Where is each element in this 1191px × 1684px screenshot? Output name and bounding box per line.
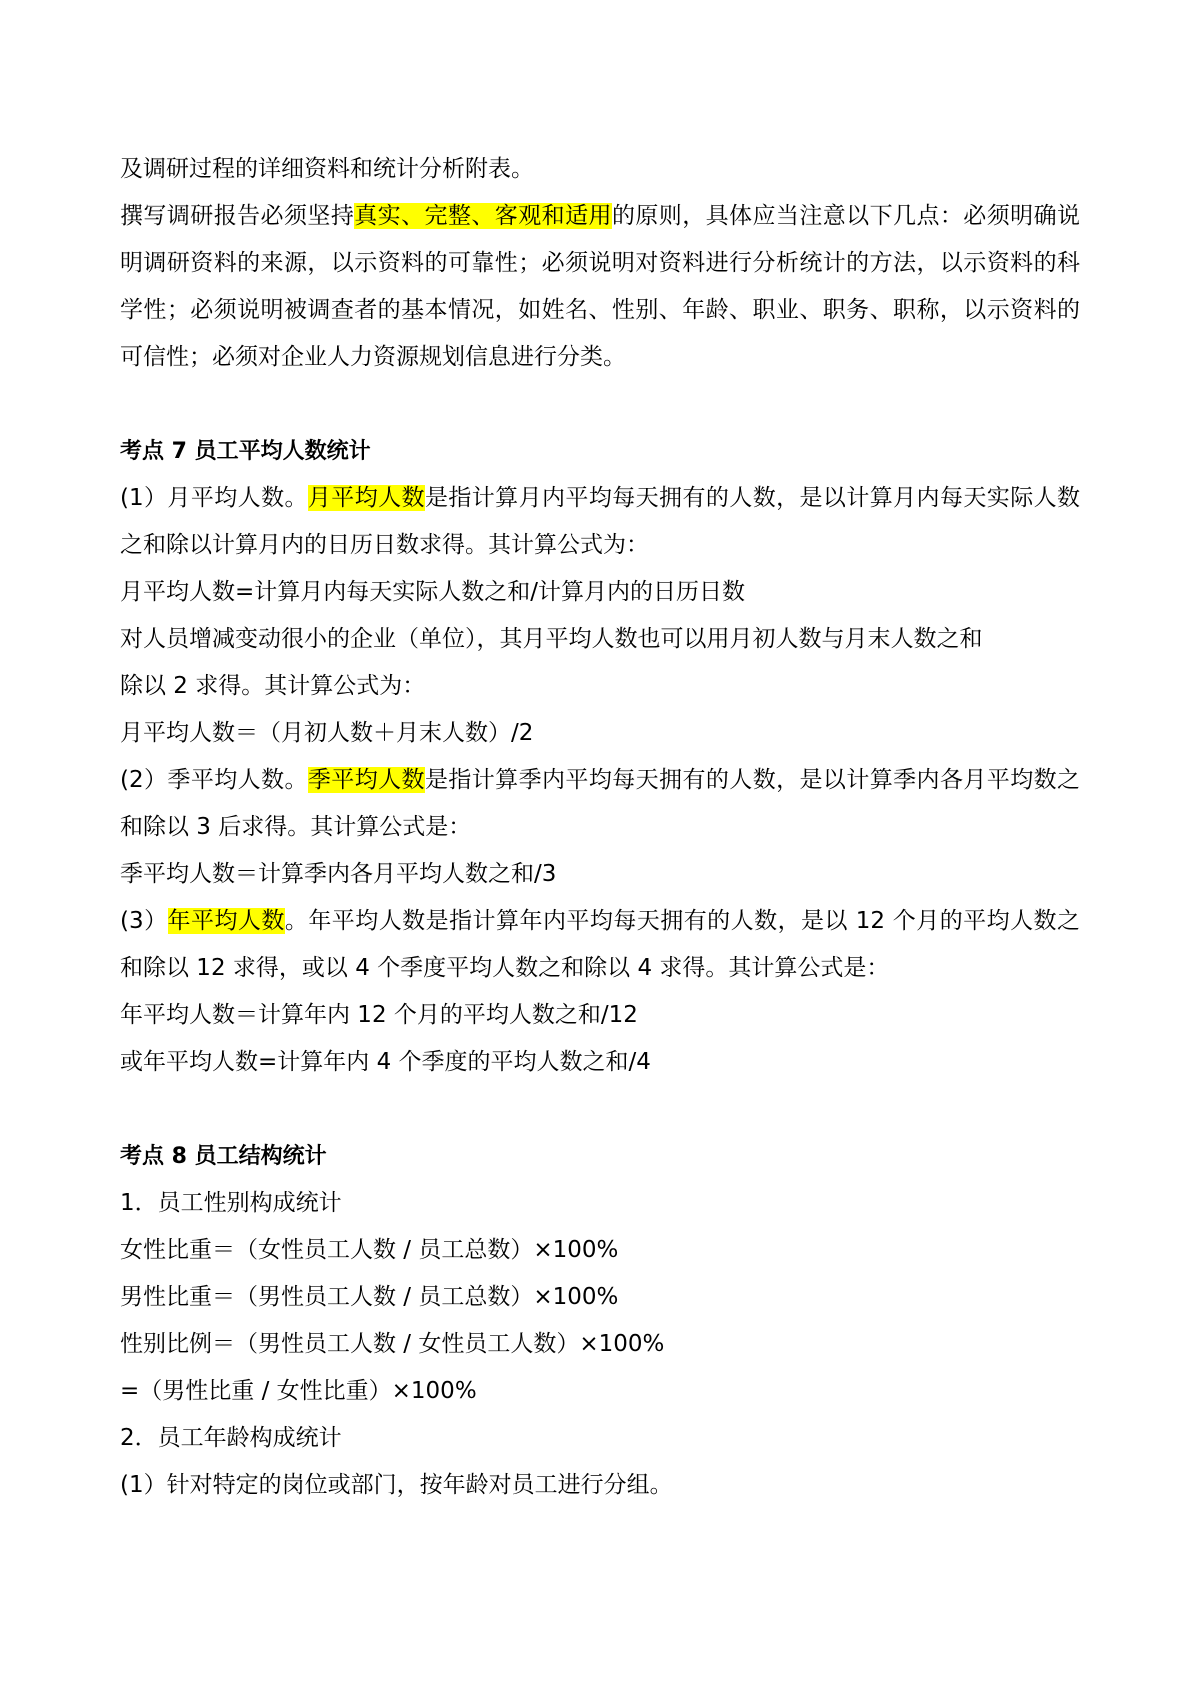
document-page — [120, 146, 1080, 1509]
highlight-quarterly-average: 季平均人数 — [307, 767, 425, 793]
formula-quarterly: 季平均人数＝计算季内各月平均人数之和/3 — [120, 861, 557, 887]
section8-heading: 考点 8 员工结构统计 — [120, 1144, 327, 1169]
formula-gender-ratio-alt: =（男性比重 / 女性比重）×100% — [120, 1378, 477, 1404]
note-line-1: 对人员增减变动很小的企业（单位），其月平均人数也可以用月初人数与月末人数之和 — [120, 626, 983, 652]
highlight-yearly-average: 年平均人数 — [167, 908, 285, 934]
formula-yearly-1: 年平均人数＝计算年内 12 个月的平均人数之和/12 — [120, 1002, 638, 1028]
monthly-post: 是指计算月内平均每天拥有的人数，是以计算月内每天实际人数之和除以计算月内的日历日数求得。其计算公式为： — [120, 485, 1081, 558]
yearly-average-paragraph — [120, 898, 1080, 992]
spacer — [120, 1086, 1080, 1133]
monthly-pre: (1）月平均人数。 — [120, 485, 308, 511]
formula-yearly-2: 或年平均人数=计算年内 4 个季度的平均人数之和/4 — [120, 1049, 651, 1075]
formula-female-ratio: 女性比重＝（女性员工人数 / 员工总数）×100% — [120, 1237, 619, 1263]
formula-monthly-1: 月平均人数=计算月内每天实际人数之和/计算月内的日历日数 — [120, 579, 746, 605]
note-line-2: 除以 2 求得。其计算公式为： — [120, 673, 426, 699]
section7-heading: 考点 7 员工平均人数统计 — [120, 439, 371, 464]
spacer — [120, 381, 1080, 428]
formula-male-ratio: 男性比重＝（男性员工人数 / 员工总数）×100% — [120, 1284, 619, 1310]
yearly-post: 。年平均人数是指计算年内平均每天拥有的人数，是以 12 个月的平均人数之和除以 12 求得，或以 4 个季度平均人数之和除以 4 求得。其计算公式是： — [120, 908, 1081, 981]
subheading-gender: 1．员工性别构成统计 — [120, 1190, 342, 1216]
quarterly-average-paragraph — [120, 757, 1080, 851]
formula-monthly-2: 月平均人数＝（月初人数＋月末人数）/2 — [120, 720, 534, 746]
intro-text-pre: 撰写调研报告必须坚持 — [120, 203, 355, 229]
monthly-average-paragraph — [120, 475, 1080, 569]
intro-line: 及调研过程的详细资料和统计分析附表。 — [120, 156, 534, 182]
intro-text-post: 的原则，具体应当注意以下几点：必须明确说明调研资料的来源，以示资料的可靠性；必须说明对资料进行分析统计的方法，以示资料的科学性；必须说明被调查者的基本情况，如姓名、性别、年龄、职业、职务、职称，以示资料的可信性；必须对企业人力资源规划信息进行分类。 — [120, 203, 1081, 370]
highlight-principles: 真实、完整、客观和适用 — [354, 203, 612, 229]
subheading-age: 2．员工年龄构成统计 — [120, 1425, 342, 1451]
formula-gender-ratio: 性别比例＝（男性员工人数 / 女性员工人数）×100% — [120, 1331, 665, 1357]
quarterly-post: 是指计算季内平均每天拥有的人数，是以计算季内各月平均数之和除以 3 后求得。其计算公式是： — [120, 767, 1081, 840]
highlight-monthly-average: 月平均人数 — [307, 485, 425, 511]
intro-paragraph — [120, 193, 1080, 381]
quarterly-pre: (2）季平均人数。 — [120, 767, 308, 793]
yearly-pre: (3） — [120, 908, 168, 934]
age-item-1: (1）针对特定的岗位或部门，按年龄对员工进行分组。 — [120, 1472, 673, 1498]
